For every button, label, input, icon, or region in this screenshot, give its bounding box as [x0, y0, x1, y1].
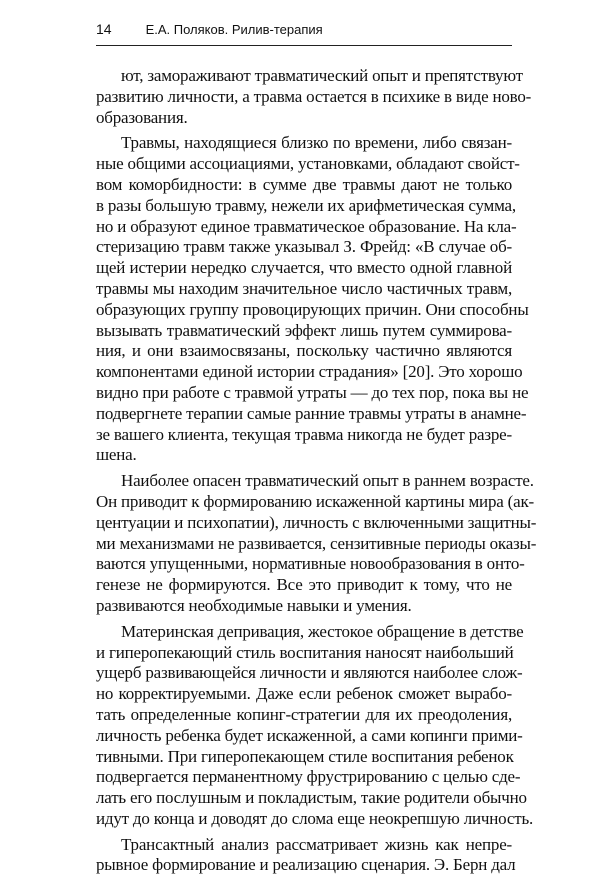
paragraph [96, 471, 537, 617]
text-line: шена. [96, 445, 137, 465]
text-line: Он приводит к формированию искаженной картины мира (ак- [96, 491, 534, 511]
text-line: и гиперопекающий стиль воспитания наносят наибольший [96, 642, 514, 662]
text-line: но корректируемыми. Даже если ребенок сможет вырабо- [96, 684, 512, 704]
text-line: ют, замораживают травматический опыт и препятствуют [121, 66, 523, 85]
text-line: тивными. При гиперопекающем стиле воспитания ребенок [96, 746, 514, 766]
running-title: Е.А. Поляков. Рилив-терапия [145, 22, 323, 37]
paragraph [96, 133, 529, 466]
text-line: в разы большую травму, нежели их арифметическая сумма, [96, 195, 516, 215]
text-line: ваются упущенными, нормативные новообразования в онто- [96, 554, 525, 574]
text-line: компонентами единой истории страдания» [20]. Это хорошо [96, 362, 523, 382]
text-line: образования. [96, 107, 188, 127]
text-line: генезе не формируются. Все это приводит к тому, что не [96, 575, 512, 595]
text-line: Материнская депривация, жестокое обращение в детстве [121, 621, 524, 641]
text-line: лать его послушным и покладистым, такие родители обычно [96, 788, 527, 808]
text-line: идут до конца и доводят до слома еще неокрепшую личность. [96, 808, 534, 828]
text-line: личность ребенка будет искаженной, а сами копинги прими- [96, 725, 523, 745]
text-line: центуации и психопатии), личность с включенными защитны- [96, 512, 537, 532]
paragraph [96, 621, 534, 830]
text-line: развитию личности, а травма остается в психике в виде ново- [96, 86, 532, 106]
text-line: Наиболее опасен травматический опыт в раннем возрасте. [121, 471, 534, 491]
text-line: образующих группу провоцирующих причин. Они способны [96, 299, 529, 319]
text-line: ми механизмами не развивается, сензитивные периоды оказы- [96, 533, 537, 553]
body-text [96, 66, 537, 881]
text-line: развиваются необходимые навыки и умения. [96, 595, 412, 615]
text-line: зе вашего клиента, текущая травма никогда не будет разре- [96, 424, 512, 444]
text-line: щей истерии нередко случается, что вместо одной главной [96, 258, 512, 278]
text-line: рывное формирование и реализацию сценария. Э. Берн дал [96, 855, 516, 875]
text-line: ные общими ассоциациями, установками, обладают свойст- [96, 154, 520, 174]
text-line: видно при работе с травмой утраты — до тех пор, пока вы не [96, 382, 529, 402]
text-line: Трансактный анализ рассматривает жизнь как непре- [121, 834, 512, 854]
text-line: вызывать травматический эффект лишь путем суммирова- [96, 320, 512, 340]
text-line: вом коморбидности: в сумме две травмы дают не только [96, 174, 512, 194]
text-line: но и образуют единое травматическое образование. На кла- [96, 216, 517, 236]
text-line: тать определенные копинг-стратегии для их преодоления, [96, 704, 512, 724]
paragraph [96, 66, 532, 128]
paragraph [96, 834, 516, 877]
text-line: стеризацию травм также указывал З. Фрейд: «В случае об- [96, 237, 512, 257]
text-line: подвергается перманентному фрустрированию с целью сде- [96, 767, 521, 787]
text-line: травмы мы находим значительное число частичных травм, [96, 278, 512, 298]
text-line: Травмы, находящиеся близко по времени, либо связан- [121, 133, 512, 153]
text-line: подвергнете терапии самые ранние травмы утраты в анамне- [96, 403, 527, 423]
text-line: ния, и они взаимосвязаны, поскольку частично являются [96, 341, 512, 361]
page-number: 14 [96, 21, 112, 37]
text-line: ущерб развивающейся личности и являются наиболее слож- [96, 663, 523, 683]
running-header [96, 20, 512, 46]
